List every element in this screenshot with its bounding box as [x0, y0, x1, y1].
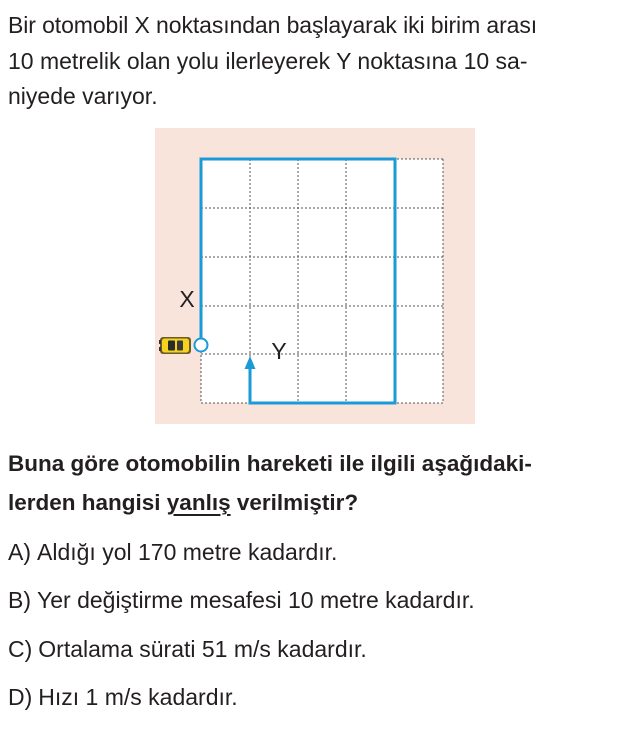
statement-line-2: 10 metrelik olan yolu ilerleyerek Y noktasına 10 sa- [8, 47, 528, 74]
grid-area [201, 159, 443, 403]
option-c-letter: C) [8, 635, 33, 662]
question-line-1: Buna göre otomobilin hareketi ile ilgili aşağıdaki- [8, 451, 532, 476]
option-c-text: Ortalama sürati 51 m/s kadardır. [38, 635, 367, 662]
grid-path-figure [155, 128, 475, 424]
answer-options [8, 528, 475, 721]
option-b-letter: B) [8, 587, 31, 614]
label-y: Y [271, 338, 287, 364]
problem-statement [8, 8, 630, 115]
option-a[interactable] [8, 528, 475, 576]
option-d-text: Hızı 1 m/s kadardır. [38, 683, 238, 710]
question-line-2-start: lerden hangisi [8, 490, 167, 515]
option-a-letter: A) [8, 539, 31, 565]
grid-path-figure-svg [155, 128, 475, 424]
option-c[interactable] [8, 625, 475, 673]
statement-line-3: niyede varıyor. [8, 83, 158, 109]
question-emphasis-wrong: yanlış [166, 490, 231, 515]
question-line-2-end: verilmiştir? [230, 490, 359, 515]
car-icon [159, 337, 191, 354]
option-b[interactable] [8, 576, 475, 624]
question-line-2 [8, 483, 630, 522]
option-d[interactable] [8, 673, 475, 721]
statement-line-1: Bir otomobil X noktasından başlayarak iki birim arası [8, 12, 538, 38]
option-b-text: Yer değiştirme mesafesi 10 metre kadardır. [37, 587, 475, 614]
question-prompt [8, 444, 630, 522]
start-point-x-marker [195, 339, 208, 352]
option-d-letter: D) [8, 683, 33, 710]
label-x: X [179, 286, 195, 312]
option-a-text: Aldığı yol 170 metre kadardır. [37, 539, 338, 565]
